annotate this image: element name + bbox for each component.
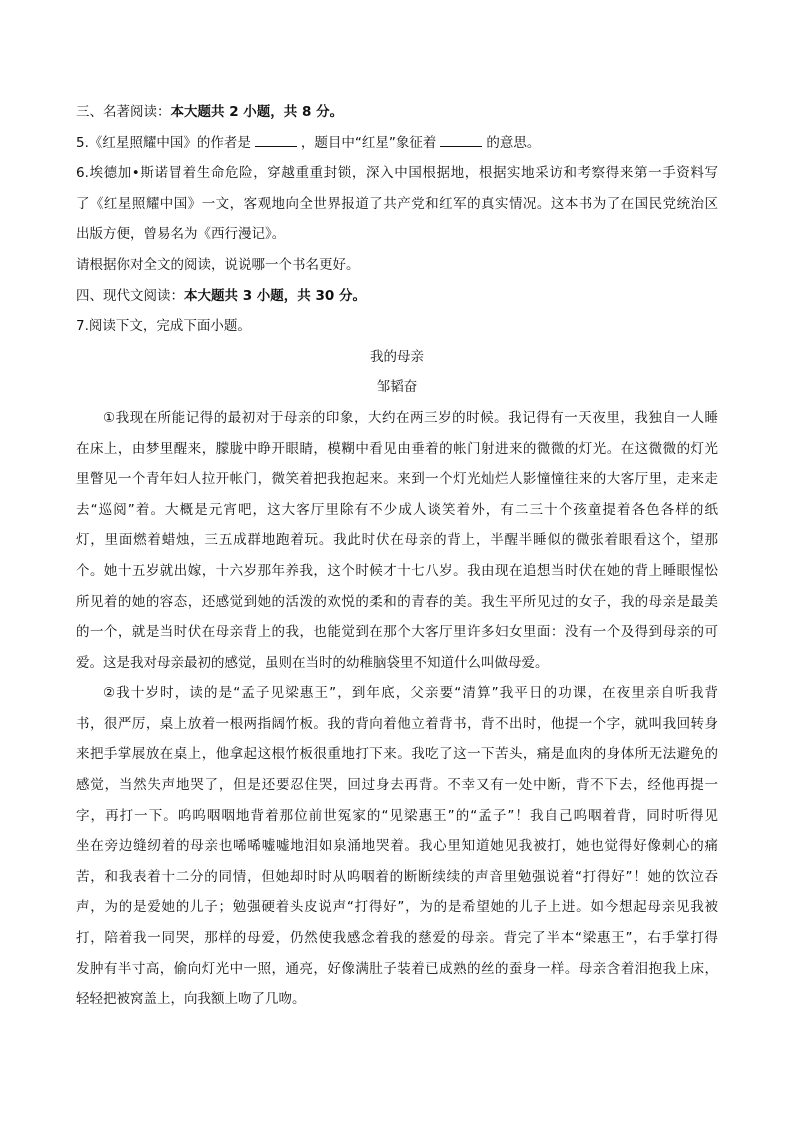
q6-line: 了《红星照耀中国》一文，客观地向全世界报道了共产党和红军的真实情况。这本书为了在国民党统治区 xyxy=(76,195,718,212)
question-6 xyxy=(76,158,718,280)
paragraph-line: 来把手掌展放在桌上，他拿起这根竹板很重地打下来。我吃了这一下苦头，痛是血肉的身体所无法避免的 xyxy=(76,746,718,763)
paragraph-line: ①我现在所能记得的最初对于母亲的印象，大约在两三岁的时候。我记得有一天夜里，我独自一人睡 xyxy=(103,409,718,426)
top-margin xyxy=(76,0,718,97)
paragraph-line: 爱。这是我对母亲最初的感觉，虽则在当时的幼稚脑袋里不知道什么叫做母爱。 xyxy=(76,654,549,671)
paragraph-line: 苦，和我表着十二分的同情，但她却时时从呜咽着的断断续续的声音里勉强说着“打得好”！她的饮泣吞 xyxy=(76,868,718,885)
q5-blank-author[interactable] xyxy=(255,134,297,147)
section-3-detail: 本大题共 2 小题，共 8 分。 xyxy=(170,104,344,120)
q6-prompt: 请根据你对全文的阅读，说说哪一个书名更好。 xyxy=(76,256,360,273)
paragraph-line: 灯，里面燃着蜡烛，三五成群地跑着玩。我此时伏在母亲的背上，半醒半睡似的微张着眼看这个，望那 xyxy=(76,532,718,549)
question-5 xyxy=(76,128,718,159)
q5-text-2: ，题目中“红星”象征着 xyxy=(300,134,437,151)
section-3-heading xyxy=(76,97,718,128)
paragraph-line: 声，为的是爱她的儿子；勉强硬着头皮说声“打得好”，为的是希望她的儿子上进。如今想起母亲见我被 xyxy=(76,899,718,916)
section-4-detail: 本大题共 3 小题，共 30 分。 xyxy=(184,287,366,304)
paragraph-line: 里瞥见一个青年妇人拉开帐门，微笑着把我抱起来。来到一个灯光灿烂人影憧憧往来的大客厅里，走来走 xyxy=(76,471,718,488)
section-3-prefix: 三、名著阅读： xyxy=(76,104,171,120)
paragraph-line: ②我十岁时，读的是“孟子见梁惠王”，到年底，父亲要“清算”我平日的功课，在夜里亲自听我背 xyxy=(103,685,718,702)
q5-text-3: 的意思。 xyxy=(486,134,541,151)
paragraph-line: 打，陪着我一同哭，那样的母爱，仍然使我感念着我的慈爱的母亲。背完了半本“梁惠王”，右手掌打得 xyxy=(76,930,718,947)
paragraph-line: 字，再打一下。呜呜咽咽地背着那位前世冤家的“见梁惠王”的“孟子”！我自己呜咽着背，同时听得见 xyxy=(76,807,718,824)
paragraph-line: 所见着的她的容态，还感觉到她的活泼的欢悦的柔和的青春的美。我生平所见过的女子，我的母亲是最美 xyxy=(76,593,718,610)
section-4-prefix: 四、现代文阅读： xyxy=(76,287,184,304)
section-4-heading xyxy=(76,281,718,312)
paragraph-line: 轻轻把被窝盖上，向我额上吻了几吻。 xyxy=(76,991,306,1008)
article-author: 邹韬奋 xyxy=(376,379,418,396)
paragraph-line: 书，很严厉，桌上放着一根两指阔竹板。我的背向着他立着背书，背不出时，他提一个字，就叫我回转身 xyxy=(76,715,718,732)
paragraph-line: 在床上，由梦里醒来，朦胧中睁开眼睛，模糊中看见由垂着的帐门射进来的微微的灯光。在这微微的灯光 xyxy=(76,440,718,457)
q5-text-1: 5.《红星照耀中国》的作者是 xyxy=(76,134,251,151)
paragraph-line: 去“巡阅”着。大概是元宵吧，这大客厅里除有不少成人谈笑着外，有二三十个孩童提着各色各样的纸 xyxy=(76,501,718,518)
paragraph-line: 感觉，当然失声地哭了，但是还要忍住哭，回过身去再背。不幸又有一处中断，背不下去，经他再提一 xyxy=(76,777,718,794)
paragraph-line: 个。她十五岁就出嫁，十六岁那年养我，这个时候才十七八岁。我由现在追想当时伏在她的背上睡眼惺忪 xyxy=(76,562,718,579)
paragraph-line: 发肿有半寸高，偷向灯光中一照，通亮，好像满肚子装着已成熟的丝的蚕身一样。母亲含着泪抱我上床， xyxy=(76,960,718,977)
question-7-intro: 7.阅读下文，完成下面小题。 xyxy=(76,318,251,335)
paragraph-line: 坐在旁边缝纫着的母亲也唏唏嘘嘘地泪如泉涌地哭着。我心里知道她见我被打，她也觉得好像刺心的痛 xyxy=(76,838,718,855)
paragraph-line: 的一个，就是当时伏在母亲背上的我，也能觉到在那个大客厅里许多妇女里面：没有一个及得到母亲的可 xyxy=(76,624,718,641)
q6-line: 6.埃德加•斯诺冒着生命危险，穿越重重封锁，深入中国根据地，根据实地采访和考察得来第一手资料写 xyxy=(76,165,718,182)
article-paragraph-1 xyxy=(76,403,718,678)
article-title: 我的母亲 xyxy=(370,348,424,365)
article-paragraph-2 xyxy=(76,678,718,1015)
q6-line: 出版方便，曾易名为《西行漫记》。 xyxy=(76,226,286,243)
q5-blank-meaning[interactable] xyxy=(440,134,482,147)
